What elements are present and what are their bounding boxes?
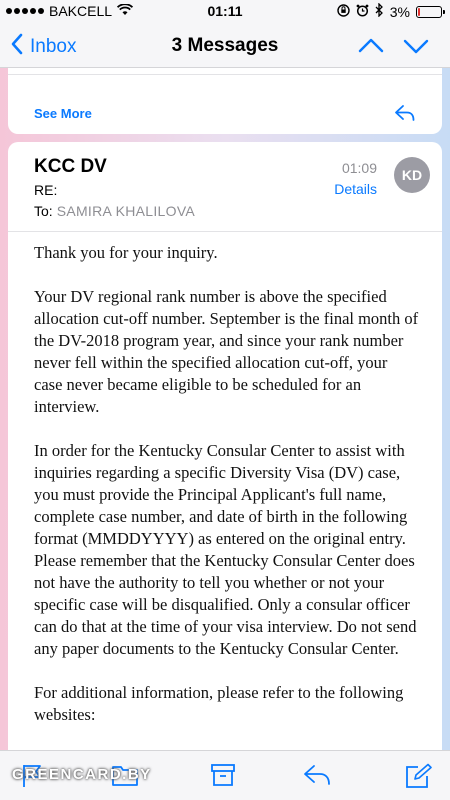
subject-line: RE: — [34, 182, 58, 198]
details-link[interactable]: Details — [334, 181, 377, 197]
watermark: GREENCARD.BY — [12, 766, 152, 783]
archive-icon — [210, 763, 236, 787]
chevron-up-icon — [358, 34, 384, 58]
compose-icon — [404, 763, 432, 789]
battery-fill — [418, 8, 420, 16]
status-time: 01:11 — [207, 3, 243, 19]
divider — [8, 74, 442, 75]
next-message-button[interactable] — [403, 34, 429, 63]
sender-name: KCC DV — [34, 156, 107, 177]
back-label: Inbox — [30, 36, 77, 57]
body-paragraph: For additional information, please refer to the following websites: — [34, 683, 404, 724]
alarm-icon — [356, 4, 369, 20]
reply-icon — [394, 104, 416, 122]
chevron-down-icon — [403, 34, 429, 58]
see-more-link[interactable]: See More — [34, 106, 92, 121]
bluetooth-icon — [375, 3, 384, 20]
reply-button[interactable] — [394, 104, 416, 127]
page-title: 3 Messages — [171, 35, 279, 56]
compose-button[interactable] — [404, 763, 432, 794]
carrier-label: BAKCELL — [49, 3, 113, 19]
status-right — [337, 3, 442, 20]
previous-message-card — [8, 68, 442, 134]
battery-icon — [416, 6, 442, 18]
nav-bar — [0, 24, 450, 68]
body-paragraph: Thank you for your inquiry. — [34, 243, 218, 262]
message-card — [8, 142, 442, 762]
message-body — [34, 242, 419, 748]
body-paragraph: Your DV regional rank number is above the specified allocation cut-off number. September is the final month of the DV-2018 program year, and since your rank number never fell within the specified allocation cut-off, your case never became eligible to be scheduled for an interview. — [34, 287, 419, 416]
avatar: KD — [394, 157, 430, 193]
message-time: 01:09 — [341, 160, 377, 176]
recipient-name[interactable]: SAMIRA KHALILOVA — [56, 203, 196, 219]
reply-toolbar-button[interactable] — [302, 763, 332, 792]
reply-icon — [302, 763, 332, 787]
previous-message-button[interactable] — [358, 34, 384, 63]
divider — [8, 231, 442, 232]
body-paragraph: In order for the Kentucky Consular Center to assist with inquiries regarding a specific Diversity Visa (DV) case, you must provide the Principal Applicant's full name, complete case number, and date of birth in the following format (MMDDYYYY) as entered on the original entry. Please remember that the Kentucky Consular Center does not have the authority to tell you whether or not your specific case will be disqualified. Only a consular officer can do that at the time of your visa interview. Do not send any paper documents to the Kentucky Consular Center. — [34, 441, 417, 658]
status-bar — [0, 0, 450, 24]
rotation-lock-icon — [337, 4, 350, 20]
to-label: To: — [34, 203, 53, 219]
recipient-line — [34, 203, 195, 219]
battery-percent: 3% — [389, 3, 410, 20]
archive-button[interactable] — [210, 763, 236, 792]
